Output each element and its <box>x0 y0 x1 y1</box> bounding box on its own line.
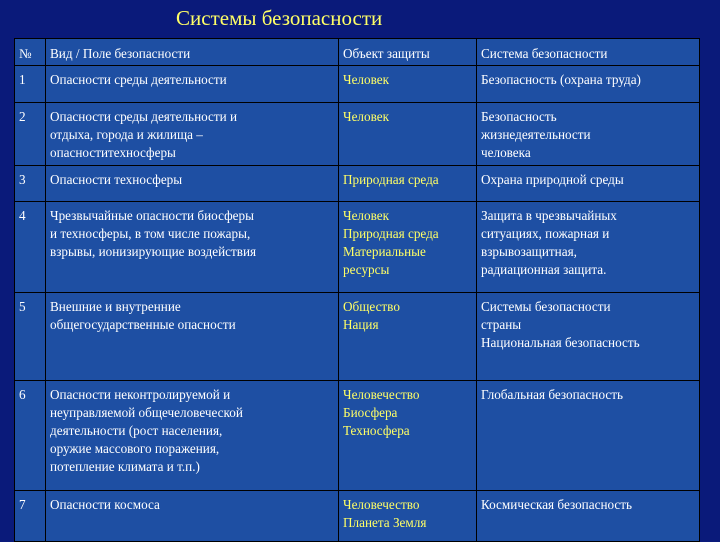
system-cell <box>477 103 700 166</box>
table-row <box>15 293 700 381</box>
object-cell-line: Общество <box>343 299 400 314</box>
table-row <box>15 66 700 103</box>
table-row <box>15 381 700 491</box>
object-cell-line: Планета Земля <box>343 515 427 530</box>
system-cell-line: ситуациях, пожарная и <box>481 226 610 241</box>
object-cell-line: Человек <box>343 72 390 87</box>
table-row <box>15 166 700 202</box>
system-cell-line: страны <box>481 317 522 332</box>
header-number: № <box>15 39 46 66</box>
system-cell <box>477 381 700 491</box>
object-cell-line: Человек <box>343 109 390 124</box>
row-number: 5 <box>15 293 46 381</box>
object-cell-line: Материальные <box>343 244 426 259</box>
kind-cell-line: Внешние и внутренние <box>50 299 181 314</box>
kind-cell-line: оружие массового поражения, <box>50 441 220 456</box>
kind-cell-line: Опасности неконтролируемой и <box>50 387 231 402</box>
page-title: Системы безопасности <box>176 6 383 30</box>
table-row <box>15 491 700 542</box>
system-cell <box>477 66 700 103</box>
kind-cell-line: опасноститехносферы <box>50 145 176 160</box>
system-cell-line: Безопасность <box>481 109 557 124</box>
object-cell-line: Техносфера <box>343 423 410 438</box>
object-cell <box>339 66 477 103</box>
object-cell <box>339 491 477 542</box>
system-cell-line: Системы безопасности <box>481 299 611 314</box>
object-cell-line: Природная среда <box>343 172 439 187</box>
row-number: 6 <box>15 381 46 491</box>
kind-cell-line: общегосударственные опасности <box>50 317 236 332</box>
system-cell-line: человека <box>481 145 531 160</box>
kind-cell-line: и техносферы, в том числе пожары, <box>50 226 251 241</box>
system-cell-line: Национальная безопасность <box>481 335 640 350</box>
system-cell <box>477 293 700 381</box>
kind-cell-line: потепление климата и т.п.) <box>50 459 200 474</box>
object-cell <box>339 381 477 491</box>
row-number: 4 <box>15 202 46 293</box>
header-system: Система безопасности <box>477 39 700 66</box>
kind-cell-line: взрывы, ионизирующие воздействия <box>50 244 257 259</box>
header-kind: Вид / Поле безопасности <box>46 39 339 66</box>
kind-cell <box>46 293 339 381</box>
object-cell-line: Человек <box>343 208 390 223</box>
row-number: 1 <box>15 66 46 103</box>
kind-cell-line: Опасности техносферы <box>50 172 183 187</box>
kind-cell-line: неуправляемой общечеловеческой <box>50 405 243 420</box>
row-number: 3 <box>15 166 46 202</box>
object-cell <box>339 202 477 293</box>
kind-cell <box>46 103 339 166</box>
table-header-row <box>15 39 700 66</box>
system-cell-line: Глобальная безопасность <box>481 387 624 402</box>
system-cell-line: взрывозащитная, <box>481 244 577 259</box>
kind-cell <box>46 202 339 293</box>
system-cell-line: радиационная защита. <box>481 262 607 277</box>
system-cell <box>477 491 700 542</box>
object-cell-line: Нация <box>343 317 379 332</box>
object-cell-line: Природная среда <box>343 226 439 241</box>
object-cell-line: Биосфера <box>343 405 398 420</box>
object-cell <box>339 166 477 202</box>
kind-cell-line: Опасности космоса <box>50 497 160 512</box>
kind-cell <box>46 166 339 202</box>
system-cell-line: Безопасность (охрана труда) <box>481 72 641 87</box>
object-cell-line: Человечество <box>343 497 420 512</box>
system-cell <box>477 202 700 293</box>
kind-cell-line: деятельности (рост населения, <box>50 423 223 438</box>
kind-cell <box>46 381 339 491</box>
system-cell-line: Защита в чрезвычайных <box>481 208 617 223</box>
table-row <box>15 103 700 166</box>
security-systems-table <box>14 38 700 542</box>
system-cell-line: жизнедеятельности <box>481 127 591 142</box>
kind-cell-line: отдыха, города и жилища – <box>50 127 203 142</box>
kind-cell-line: Опасности среды деятельности <box>50 72 227 87</box>
system-cell-line: Космическая безопасность <box>481 497 633 512</box>
row-number: 2 <box>15 103 46 166</box>
object-cell-line: Человечество <box>343 387 420 402</box>
object-cell-line: ресурсы <box>343 262 390 277</box>
kind-cell <box>46 66 339 103</box>
table-row <box>15 202 700 293</box>
object-cell <box>339 293 477 381</box>
kind-cell <box>46 491 339 542</box>
row-number: 7 <box>15 491 46 542</box>
header-object: Объект защиты <box>339 39 477 66</box>
system-cell-line: Охрана природной среды <box>481 172 624 187</box>
kind-cell-line: Чрезвычайные опасности биосферы <box>50 208 254 223</box>
system-cell <box>477 166 700 202</box>
object-cell <box>339 103 477 166</box>
kind-cell-line: Опасности среды деятельности и <box>50 109 238 124</box>
